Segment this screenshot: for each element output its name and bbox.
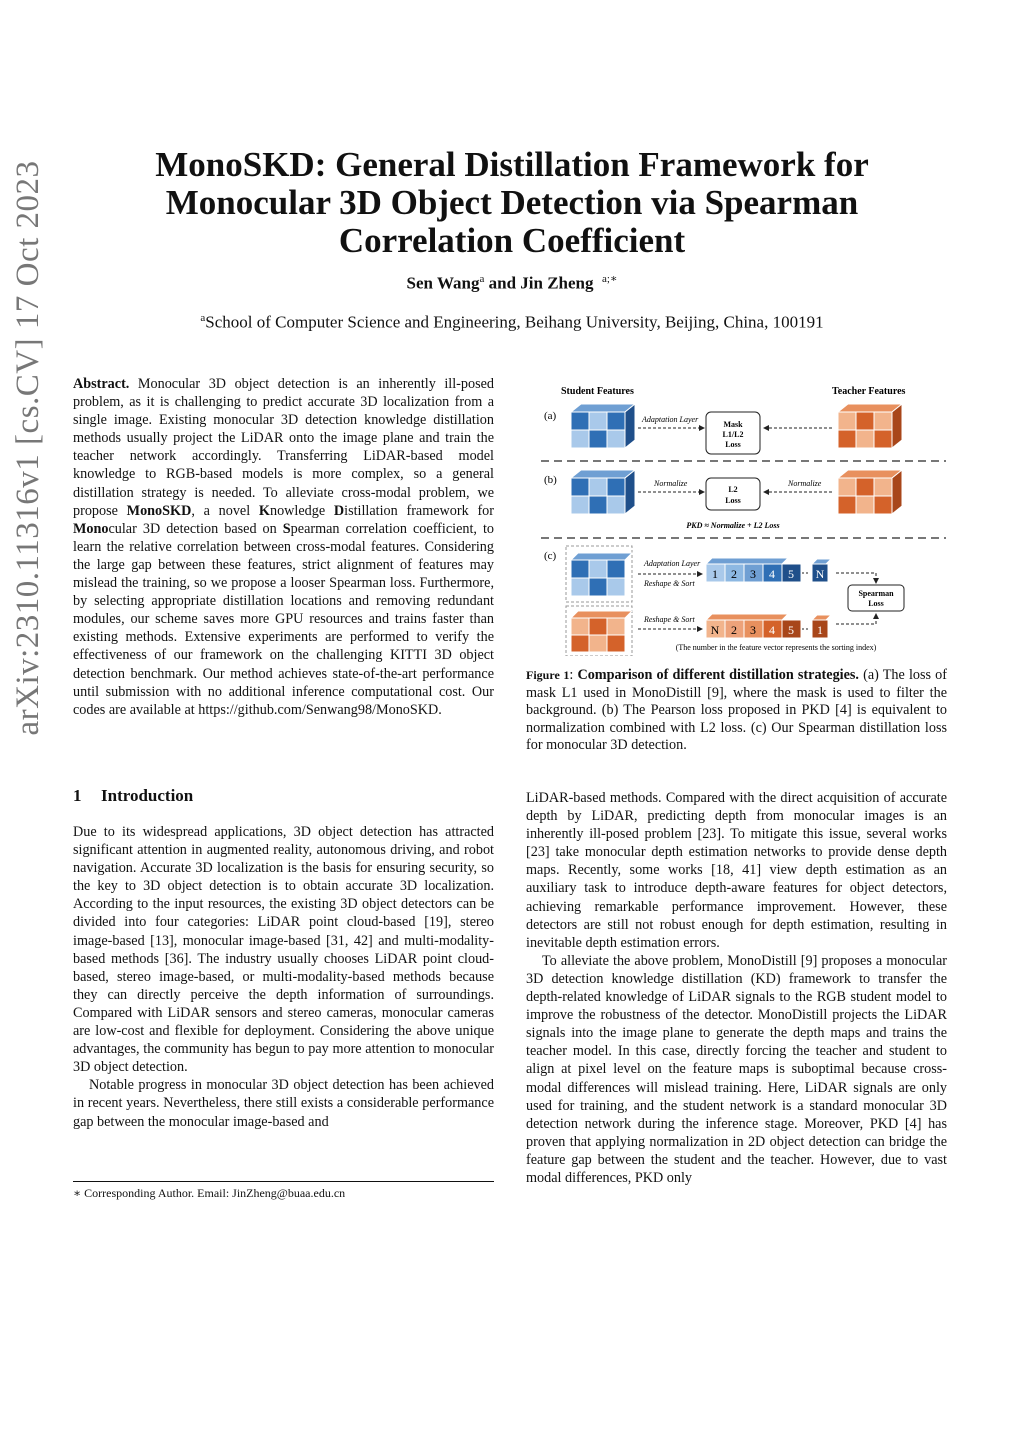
student-features-label: Student Features (561, 386, 634, 397)
adaptation-layer-label-c: Adaptation Layer (644, 559, 701, 568)
author-1: Sen Wang (406, 273, 480, 293)
affiliation (100, 312, 924, 333)
abstract-text-4: istillation framework for (344, 502, 494, 519)
mask-loss-line-3: Loss (725, 440, 741, 449)
abstract-bold-2: K (258, 502, 270, 519)
teacher-vec-2: 2 (731, 623, 737, 637)
spearman-loss-line-1: Spearman (858, 589, 894, 598)
abstract-bold-5: S (282, 520, 291, 537)
teacher-cube-a (838, 404, 902, 448)
footnote-rule (73, 1181, 494, 1182)
reshape-sort-label-teacher: Reshape & Sort (644, 615, 695, 624)
figure-caption (526, 667, 947, 755)
abstract-text-2: , a novel (191, 502, 259, 519)
figure-1-diagram (526, 378, 948, 656)
abstract-bold-4: Mono (73, 520, 109, 537)
teacher-vec-n: N (710, 623, 720, 637)
section-number: 1 (73, 786, 82, 805)
student-vector-n (812, 559, 831, 582)
author-2-sup: a;∗ (602, 273, 618, 285)
mask-loss-line-1: Mask (723, 420, 743, 429)
l2-loss-line-2: Loss (725, 496, 741, 505)
caption-text: (a) The loss of mask L1 used in MonoDistill [9], where the mask is used to filter the background. (b) The Pearson loss proposed in PKD [4] is equivalent to normalization combined with L2 loss. (c) Our Spearman distillation loss for monocular 3D detection. (526, 667, 947, 753)
student-cube-c (571, 553, 632, 596)
student-vector (706, 558, 801, 582)
title-line-3: Correlation Coefficient (338, 221, 686, 260)
teacher-vector-1 (812, 615, 831, 638)
abstract-text-5: cular 3D detection based on (108, 520, 283, 537)
student-vec-n: N (815, 567, 825, 581)
l2-loss-box (706, 478, 760, 510)
intro-left-column (73, 823, 494, 1131)
title-line-1: MonoSKD: General Distillation Framework for (155, 145, 869, 184)
arxiv-stamp-text: arXiv:2310.11316v1 [cs.CV] 17 Oct 2023 (10, 160, 46, 736)
abstract-bold-1: MonoSKD (126, 502, 192, 519)
caption-colon: : (569, 667, 578, 683)
teacher-vec-4: 4 (769, 623, 775, 637)
section-heading-introduction (73, 786, 193, 806)
row-a-label: (a) (544, 410, 557, 422)
reshape-sort-label-student: Reshape & Sort (644, 579, 695, 588)
intro-paragraph-2: Notable progress in monocular 3D object detection has been achieved in recent years. Nevertheless, there still exists a considerable performance gap between the monocular image-based and (73, 1077, 494, 1130)
affiliation-text: School of Computer Science and Engineering, Beihang University, Beijing, China, 100191 (205, 312, 824, 332)
normalize-label-teacher: Normalize (788, 479, 822, 488)
affiliation-sup: a (200, 312, 206, 324)
abstract-text-6: pearman correlation coefficient, to learn the relative correlation between cross-modal features. Considering the large gap between these features, strict alignment of features may mislead the training, so we propose a looser Spearman loss. Furthermore, by selecting appropriate distillation locations and removing redundant modules, our scheme saves more GPU resources and trains faster than existing methods. Extensive experiments are performed to verify the effectiveness of our framework on the challenging KITTI 3D object detection benchmark. Our method achieves state-of-the-art performance until submission with no additional inference computational cost. Our codes are available at https://github.com/Senwang98/MonoSKD. (73, 520, 495, 718)
author-and: and (484, 273, 521, 293)
abstract-bold-3: D (333, 502, 345, 519)
student-vec-1: 1 (712, 567, 718, 581)
pkd-equation: PKD ≈ Normalize + L2 Loss (686, 521, 780, 530)
student-vec-3: 3 (750, 567, 756, 581)
footnote: ∗ Corresponding Author. Email: JinZheng@buaa.edu.cn (73, 1186, 346, 1200)
spearman-loss-line-2: Loss (868, 599, 884, 608)
teacher-vector (706, 614, 801, 638)
student-cube-b (571, 470, 635, 514)
abstract-text-3: nowledge (269, 502, 334, 519)
title-line-2: Monocular 3D Object Detection via Spearman (165, 183, 859, 222)
l2-loss-line-1: L2 (728, 485, 738, 494)
row-b-label: (b) (544, 474, 557, 486)
student-vec-2: 2 (731, 567, 737, 581)
abstract (73, 375, 494, 719)
teacher-vec-3: 3 (750, 623, 756, 637)
abstract-text-1: Monocular 3D object detection is an inherently ill-posed problem, as it is challenging to predict accurate 3D localization from a single image. Existing monocular 3D detection knowledge distillation methods usually project the LiDAR onto the image plane and train the teacher network accordingly. Transferring LiDAR-based model knowledge to RGB-based models is more complex, so a general distillation strategy is needed. To alleviate cross-modal problem, we propose (73, 376, 494, 519)
caption-label: Figure 1 (526, 668, 570, 682)
mask-loss-line-2: L1/L2 (722, 430, 744, 439)
paper-title (100, 146, 924, 260)
teacher-cube-b (838, 470, 902, 514)
intro-paragraph-1: Due to its widespread applications, 3D object detection has attracted significant attention in augmented reality, autonomous driving, and robot navigation. Accurate 3D localization is the basis for ensuring security, so the key to 3D object detection is to obtain accurate 3D localization. According to the input resources, the existing 3D object detectors can be divided into four categories: LiDAR point cloud-based [19], stereo image-based [13], monocular image-based [31, 42] and multi-modality-based methods [36]. The industry usually chooses LiDAR point cloud-based, stereo image-based, or multi-modality-based methods because they can directly perceive the depth information of surroundings. Compared with LiDAR sensors and stereo cameras, monocular cameras are low-cost and flexible for deployment. Considering the above unique advantages, the community has begun to pay more attention to monocular 3D object detection. (73, 824, 494, 1076)
student-cube-a (571, 404, 635, 448)
intro-paragraph-4: To alleviate the above problem, MonoDistill [9] proposes a monocular 3D detection knowledge distillation (KD) framework to transfer the depth-related knowledge of LiDAR signals to the RGB student model to improve the robustness of the detector. MonoDistill projects the LiDAR signals into the image plane to generate the depth maps and trains the teacher model. In this case, directly forcing the teacher and student to align at pixel level on the feature maps is suboptimal because cross-modal differences will mislead training. Here, LiDAR signals are only used for training, and the student network is a standard monocular 3D detection network during the inference stage. Moreover, PKD [4] has proven that applying normalization in 2D object detection can bridge the feature gap between the student and the teacher. However, due to vast modal differences, PKD only (526, 952, 947, 1186)
intro-paragraph-3: LiDAR-based methods. Compared with the direct acquisition of accurate depth by LiDAR, predicting depth from monocular images is an inherently ill-posed problem [23]. To mitigate this issue, several works [23] take monocular depth estimation networks to provide dense depth maps. Recently, some works [18, 41] view depth estimation as an auxiliary task to introduce depth-aware features for object detectors, achieving remarkable performance improvement. However, these detectors are still not robust enough for depth estimation, resulting in inevitable depth estimation errors. (526, 790, 947, 951)
author-2: Jin Zheng (520, 273, 594, 293)
author-1-sup: a (479, 273, 485, 285)
teacher-vec-5: 5 (788, 623, 794, 637)
teacher-cube-c (571, 611, 632, 652)
teacher-vec-1: 1 (817, 623, 823, 637)
figure-1 (526, 378, 948, 656)
teacher-features-label: Teacher Features (832, 386, 906, 397)
section-title: Introduction (101, 786, 194, 805)
student-vec-4: 4 (769, 567, 775, 581)
authors (100, 272, 924, 294)
caption-bold: Comparison of different distillation strategies. (577, 667, 859, 683)
normalize-label-student: Normalize (654, 479, 688, 488)
figure-note: (The number in the feature vector represents the sorting index) (675, 643, 877, 652)
abstract-label: Abstract. (73, 376, 130, 392)
row-c-label: (c) (544, 550, 557, 562)
adaptation-layer-label-a: Adaptation Layer (642, 415, 699, 424)
intro-right-column (526, 789, 947, 1187)
student-vec-5: 5 (788, 567, 794, 581)
